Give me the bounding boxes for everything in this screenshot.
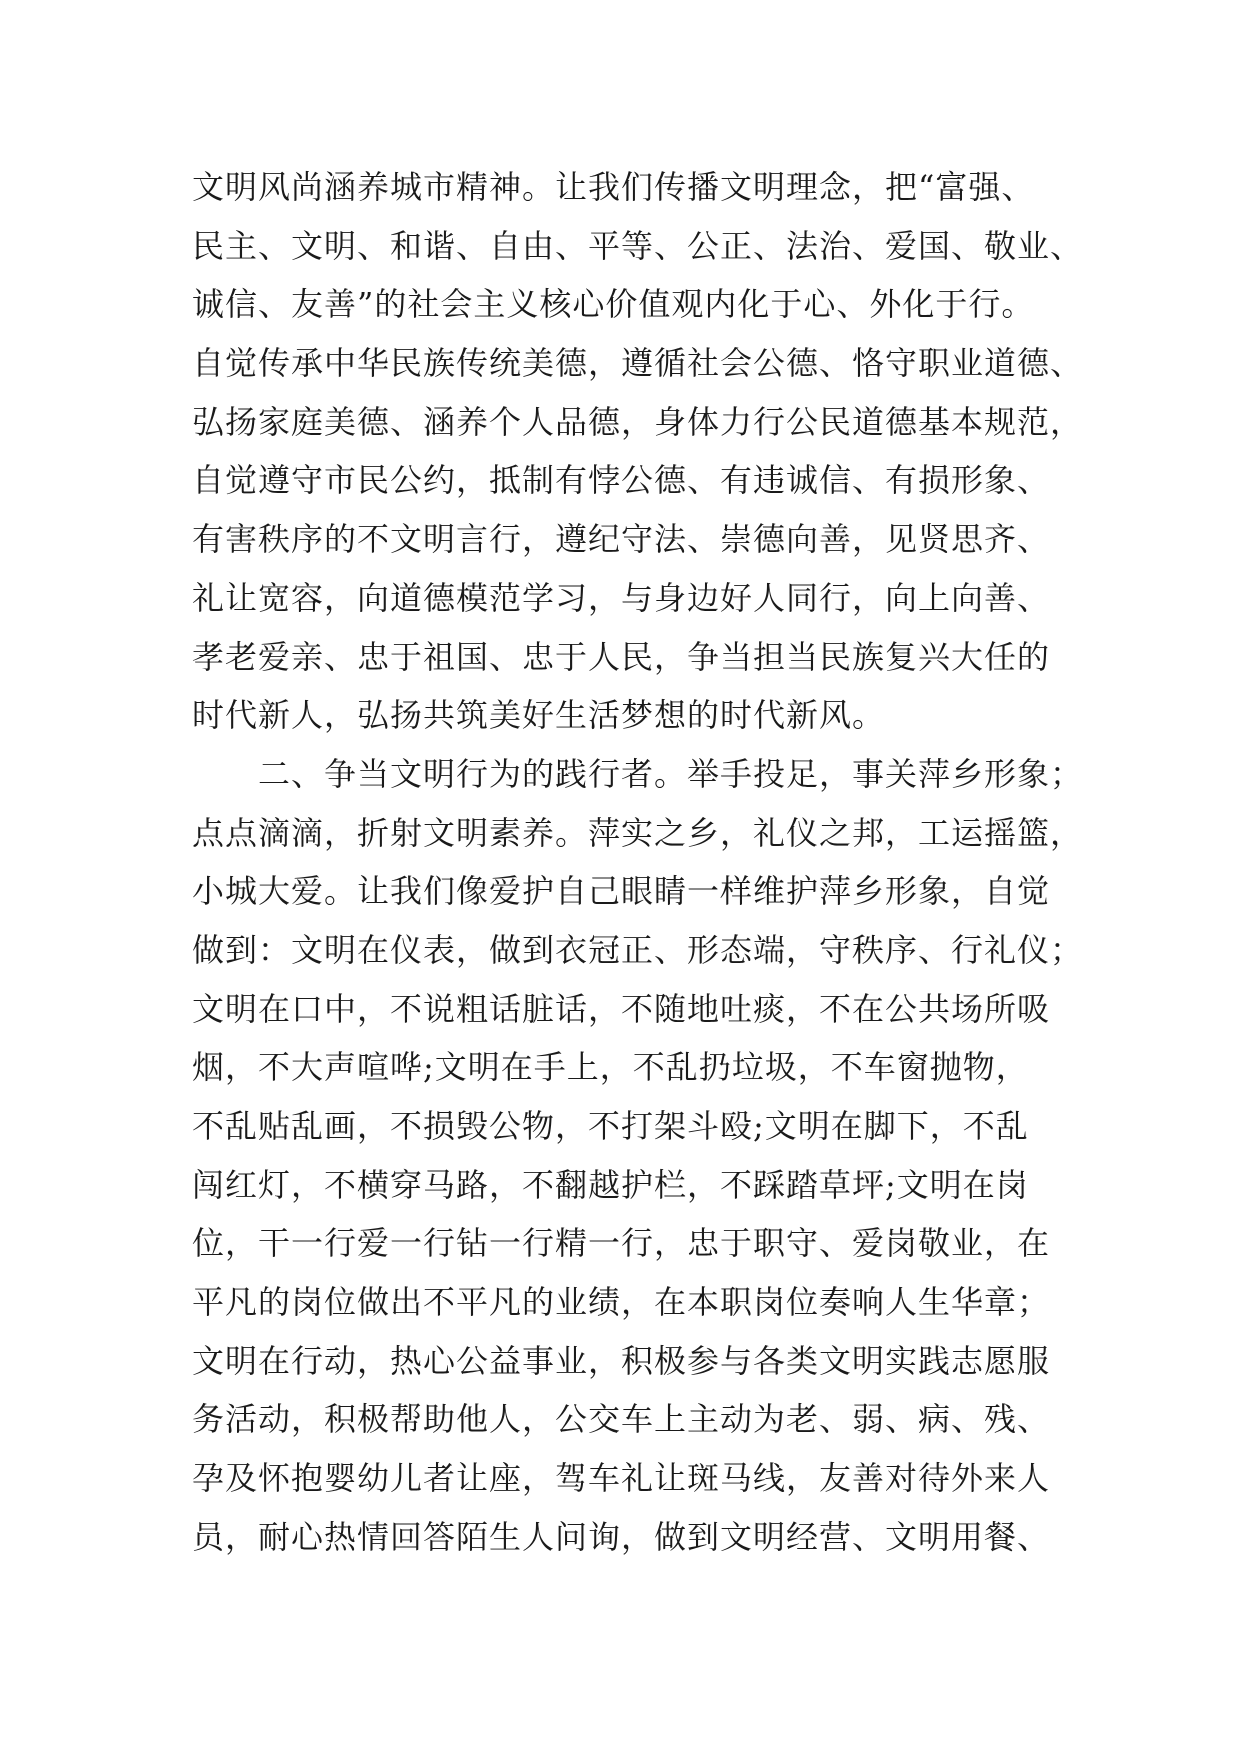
- text-line: 民主、文明、和谐、自由、平等、公正、法治、爱国、敬业、: [192, 226, 1084, 265]
- text-line: 弘扬家庭美德、涵养个人品德，身体力行公民道德基本规范，: [192, 402, 1084, 441]
- text-line: 务活动，积极帮助他人，公交车上主动为老、弱、病、残、: [192, 1400, 1051, 1439]
- text-line: 文明在行动，热心公益事业，积极参与各类文明实践志愿服: [192, 1341, 1051, 1380]
- text-line: 小城大爱。让我们像爱护自己眼睛一样维护萍乡形象，自觉: [192, 872, 1051, 911]
- text-line: 礼让宽容，向道德模范学习，与身边好人同行，向上向善、: [192, 578, 1051, 617]
- text-line: 诚信、友善”的社会主义核心价值观内化于心、外化于行。: [192, 285, 1035, 324]
- text-line: 员，耐心热情回答陌生人问询，做到文明经营、文明用餐、: [192, 1517, 1051, 1556]
- text-line: 位，干一行爱一行钻一行精一行，忠于职守、爱岗敬业，在: [192, 1224, 1051, 1263]
- body-text: [192, 158, 1092, 1567]
- section-heading-line: 二、争当文明行为的践行者。举手投足，事关萍乡形象；: [192, 754, 1084, 793]
- text-line: 自觉遵守市民公约，抵制有悖公德、有违诚信、有损形象、: [192, 461, 1051, 500]
- text-line: 时代新人，弘扬共筑美好生活梦想的时代新风。: [192, 696, 886, 735]
- text-line: 有害秩序的不文明言行，遵纪守法、崇德向善，见贤思齐、: [192, 520, 1051, 559]
- text-line: 烟，不大声喧哗;文明在手上，不乱扔垃圾，不车窗抛物，: [192, 1048, 1029, 1087]
- text-line: 孝老爱亲、忠于祖国、忠于人民，争当担当民族复兴大任的: [192, 637, 1051, 676]
- text-line: 孕及怀抱婴幼儿者让座，驾车礼让斑马线，友善对待外来人: [192, 1459, 1051, 1498]
- text-line: 平凡的岗位做出不平凡的业绩，在本职岗位奏响人生华章；: [192, 1283, 1051, 1322]
- text-line: 点点滴滴，折射文明素养。萍实之乡，礼仪之邦，工运摇篮，: [192, 813, 1084, 852]
- text-line: 自觉传承中华民族传统美德，遵循社会公德、恪守职业道德、: [192, 344, 1084, 383]
- text-line: 不乱贴乱画，不损毁公物，不打架斗殴;文明在脚下，不乱: [192, 1107, 1029, 1145]
- text-line: 文明在口中，不说粗话脏话，不随地吐痰，不在公共场所吸: [192, 989, 1051, 1028]
- text-line: 闯红灯，不横穿马路，不翻越护栏，不踩踏草坪;文明在岗: [192, 1165, 1029, 1204]
- text-line: 做到：文明在仪表，做到衣冠正、形态端，守秩序、行礼仪；: [192, 930, 1084, 969]
- text-line: 文明风尚涵养城市精神。让我们传播文明理念，把“富强、: [192, 168, 1035, 206]
